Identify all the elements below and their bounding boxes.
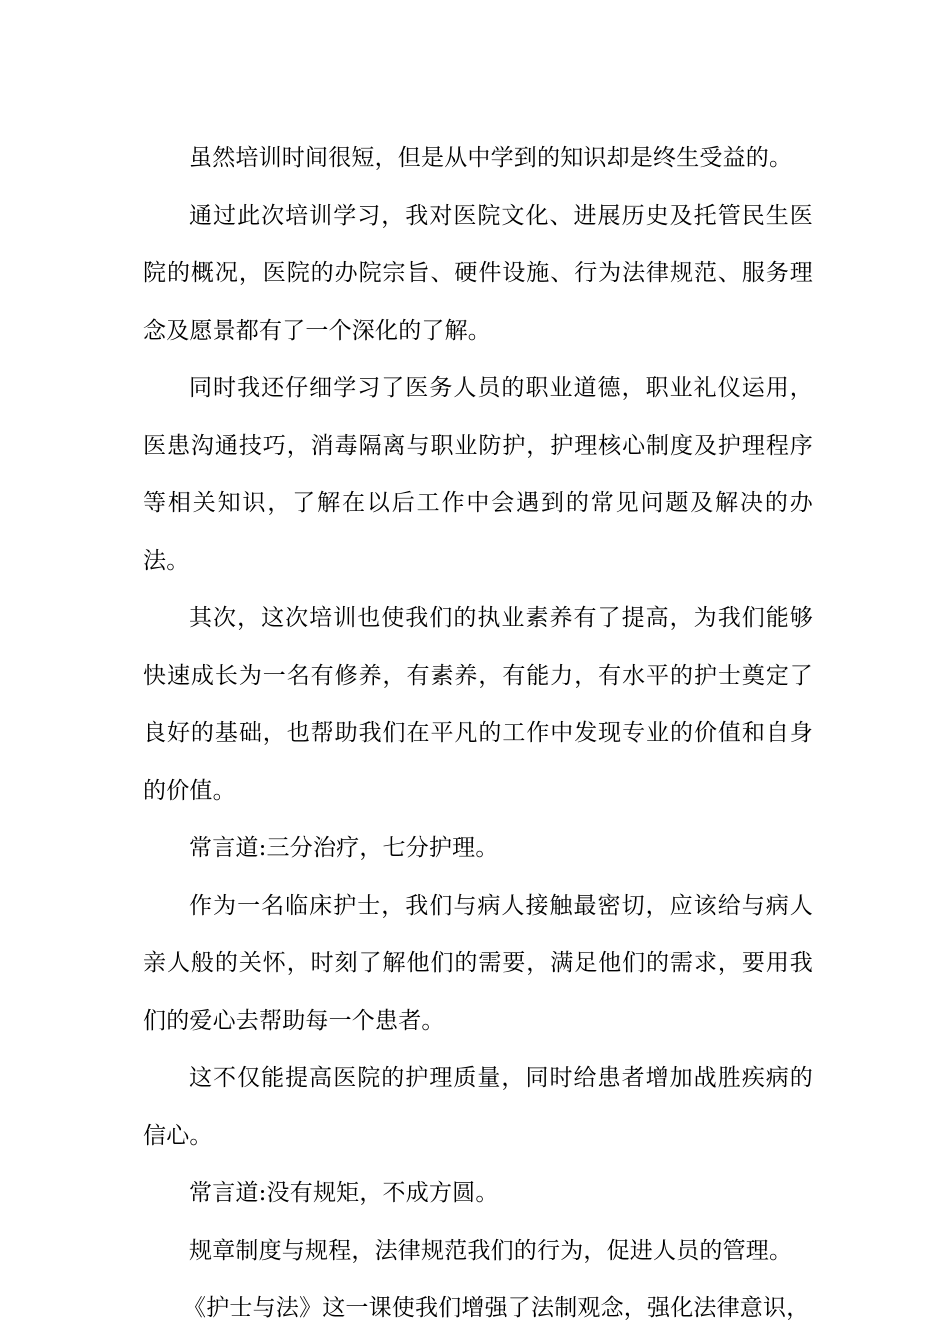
paragraph: 虽然培训时间很短，但是从中学到的知识却是终生受益的。	[189, 145, 793, 171]
paragraph: 通过此次培训学习，我对医院文化、进展历史及托管民生医院的概况，医院的办院宗旨、硬件设施、行为法律规范、服务理念及愿景都有了一个深化的了解。	[143, 202, 813, 344]
paragraph: 常言道:三分治疗，七分护理。	[189, 835, 499, 861]
paragraph: 其次，这次培训也使我们的执业素养有了提高，为我们能够快速成长为一名有修养，有素养，有能力，有水平的护士奠定了良好的基础，也帮助我们在平凡的工作中发现专业的价值和自身的价值。	[143, 605, 813, 804]
document-body	[143, 130, 813, 1338]
paragraph: 这不仅能提高医院的护理质量，同时给患者增加战胜疾病的信心。	[143, 1065, 813, 1149]
paragraph: 同时我还仔细学习了医务人员的职业道德，职业礼仪运用，医患沟通技巧，消毒隔离与职业防护，护理核心制度及护理程序等相关知识，了解在以后工作中会遇到的常见问题及解决的办法。	[143, 375, 813, 574]
paragraph: 《护士与法》这一课使我们增强了法制观念，强化法律意识，	[183, 1295, 810, 1321]
paragraph: 作为一名临床护士，我们与病人接触最密切，应该给与病人亲人般的关怀，时刻了解他们的需要，满足他们的需求，要用我们的爱心去帮助每一个患者。	[143, 892, 813, 1034]
paragraph: 常言道:没有规矩，不成方圆。	[189, 1180, 499, 1206]
paragraph: 规章制度与规程，法律规范我们的行为，促进人员的管理。	[189, 1237, 793, 1264]
